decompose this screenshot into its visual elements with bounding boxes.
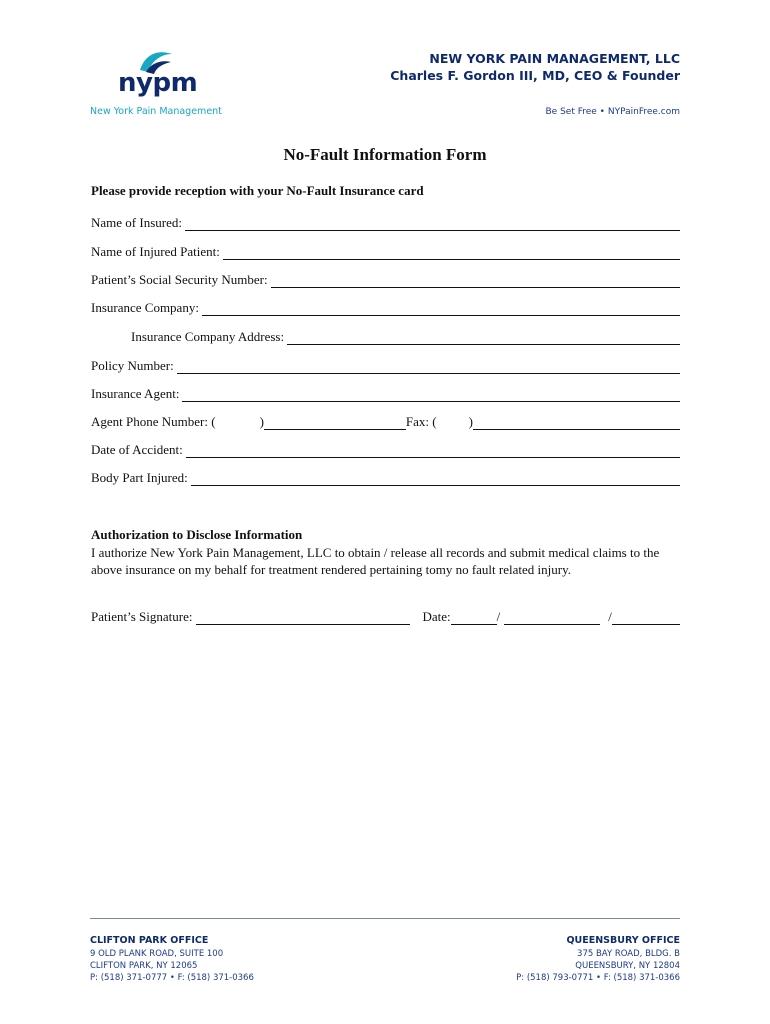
agent-blank[interactable] xyxy=(182,388,680,402)
signature-row xyxy=(91,609,680,625)
signature-blank[interactable] xyxy=(196,611,410,625)
field-label: Policy Number: xyxy=(91,358,174,373)
office-phone-line: P: (518) 371-0777 • F: (518) 371-0366 xyxy=(90,973,254,983)
office-title: CLIFTON PARK OFFICE xyxy=(90,935,209,946)
field-insured xyxy=(91,215,680,231)
date-slash: / xyxy=(496,609,501,624)
field-body-part xyxy=(91,470,680,486)
field-ssn xyxy=(91,272,680,288)
authorization-heading: Authorization to Disclose Information xyxy=(91,527,303,542)
field-insurance-company xyxy=(91,300,680,316)
field-label: Patient’s Social Security Number: xyxy=(91,272,268,287)
field-accident-date xyxy=(91,442,680,458)
footer-clifton-park xyxy=(90,934,254,984)
agent-phone-blank[interactable] xyxy=(264,416,406,430)
field-patient xyxy=(91,244,680,260)
office-address-line: CLIFTON PARK, NY 12065 xyxy=(90,961,198,971)
nypm-logo xyxy=(90,48,230,122)
office-phone-line: P: (518) 793-0771 • F: (518) 371-0366 xyxy=(516,973,680,983)
date-year-blank[interactable] xyxy=(612,611,680,625)
field-label: Name of Insured: xyxy=(91,215,182,230)
office-title: QUEENSBURY OFFICE xyxy=(566,935,680,946)
field-label: Name of Injured Patient: xyxy=(91,244,220,259)
insurance-address-blank[interactable] xyxy=(287,331,680,345)
field-label: Body Part Injured: xyxy=(91,470,188,485)
field-label: Agent Phone Number: ( xyxy=(91,414,216,429)
date-slash: / xyxy=(608,609,612,624)
policy-blank[interactable] xyxy=(177,360,680,374)
date-day-blank[interactable] xyxy=(504,611,600,625)
field-label: Insurance Company: xyxy=(91,300,199,315)
form-title: No-Fault Information Form xyxy=(283,145,487,164)
founder-line: Charles F. Gordon III, MD, CEO & Founder xyxy=(390,68,680,83)
fax-blank[interactable] xyxy=(473,416,680,430)
company-name: NEW YORK PAIN MANAGEMENT, LLC xyxy=(429,51,680,66)
fax-label: Fax: ( xyxy=(405,414,437,429)
signature-label: Patient’s Signature: xyxy=(91,609,193,624)
ssn-blank[interactable] xyxy=(271,274,680,288)
field-agent-phone xyxy=(91,414,680,430)
insurance-company-blank[interactable] xyxy=(202,302,680,316)
close-paren: ) xyxy=(259,414,264,429)
field-label: Insurance Agent: xyxy=(91,386,180,401)
logo-wordmark: nypm xyxy=(118,68,198,98)
authorization-text: I authorize New York Pain Management, LLC to obtain / release all records and submit medical claims to the above insurance on my behalf for treatment rendered pertaining tomy no fault related injury. xyxy=(91,545,660,577)
office-address-line: QUEENSBURY, NY 12804 xyxy=(575,961,680,971)
tagline: Be Set Free • NYPainFree.com xyxy=(545,107,680,117)
form-intro: Please provide reception with your No-Fault Insurance card xyxy=(91,183,424,198)
insured-blank[interactable] xyxy=(185,217,680,231)
field-insurance-address xyxy=(131,329,680,345)
patient-blank[interactable] xyxy=(223,246,680,260)
close-paren: ) xyxy=(468,414,473,429)
accident-date-blank[interactable] xyxy=(186,444,680,458)
date-label: Date: xyxy=(422,609,451,624)
field-label: Date of Accident: xyxy=(91,442,183,457)
field-policy xyxy=(91,358,680,374)
office-address-line: 375 BAY ROAD, BLDG. B xyxy=(577,949,680,959)
field-label: Insurance Company Address: xyxy=(131,329,285,344)
footer-divider xyxy=(90,918,680,919)
logo-subtitle: New York Pain Management xyxy=(90,106,222,117)
field-agent xyxy=(91,386,680,402)
office-address-line: 9 OLD PLANK ROAD, SUITE 100 xyxy=(90,949,224,959)
footer-queensbury xyxy=(516,934,680,984)
body-part-blank[interactable] xyxy=(191,472,680,486)
date-month-blank[interactable] xyxy=(451,611,497,625)
